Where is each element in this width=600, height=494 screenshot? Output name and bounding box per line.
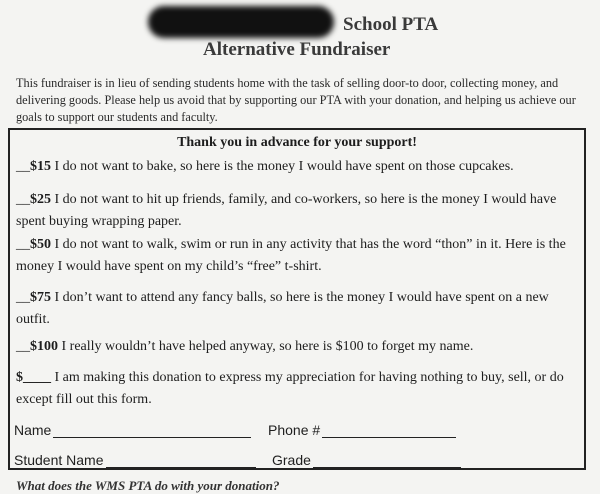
grade-label: Grade [272,452,311,468]
option-text: I do not want to hit up friends, family, and co-workers, so here is the money I would have spent buying wrapping paper. [16,192,557,229]
name-label: Name [14,422,52,438]
option-custom[interactable] [16,367,582,411]
name-field[interactable] [14,422,251,438]
option-amount: $15 [30,159,51,174]
student-name-field[interactable] [14,452,256,468]
footer-heading: What does the WMS PTA do with your donation? [16,478,280,493]
phone-field[interactable] [268,422,456,438]
option-25[interactable] [16,189,582,233]
option-100[interactable] [16,336,582,358]
name-input-line[interactable] [53,423,251,438]
option-text: I do not want to walk, swim or run in any activity that has the word “thon” in it. Here is the money I would have spent on my child’s “free” t-shirt. [16,237,566,274]
option-amount: $50 [30,237,51,252]
thanks-heading: Thank you in advance for your support! [177,135,417,150]
phone-label: Phone # [268,422,321,438]
title-line-1: School PTA [343,14,439,35]
option-blank: __ [16,159,30,174]
option-amount: $25 [30,192,51,207]
option-15[interactable] [16,156,582,178]
option-text: I am making this donation to express my appreciation for having nothing to buy, sell, or do except fill out this form. [16,370,564,407]
title-line-2: Alternative Fundraiser [203,39,391,60]
option-text: I don’t want to attend any fancy balls, so here is the money I would have spent on a new outfit. [16,290,549,327]
option-text: I really wouldn’t have helped anyway, so here is $100 to forget my name. [58,339,474,354]
student-name-label: Student Name [14,452,104,468]
option-text: I do not want to bake, so here is the money I would have spent on those cupcakes. [51,159,514,174]
option-blank: __ [16,290,30,305]
grade-field[interactable] [272,452,461,468]
option-blank: __ [16,339,30,354]
intro-paragraph: This fundraiser is in lieu of sending students home with the task of selling door-to door, collecting money, and delivering goods. Please help us avoid that by supporting our PTA with your donation, and helping us achieve our goals to support our students and faculty. [16,76,576,124]
option-amount: $100 [30,339,58,354]
grade-input-line[interactable] [313,453,461,468]
student-name-input-line[interactable] [106,453,256,468]
option-75[interactable] [16,287,582,331]
option-blank: __ [16,192,30,207]
redacted-school-name [148,6,334,38]
phone-input-line[interactable] [322,423,456,438]
option-50[interactable] [16,234,582,278]
option-amount: $75 [30,290,51,305]
donation-form-box [8,128,586,470]
option-blank: __ [16,237,30,252]
option-amount: $____ [16,370,51,385]
